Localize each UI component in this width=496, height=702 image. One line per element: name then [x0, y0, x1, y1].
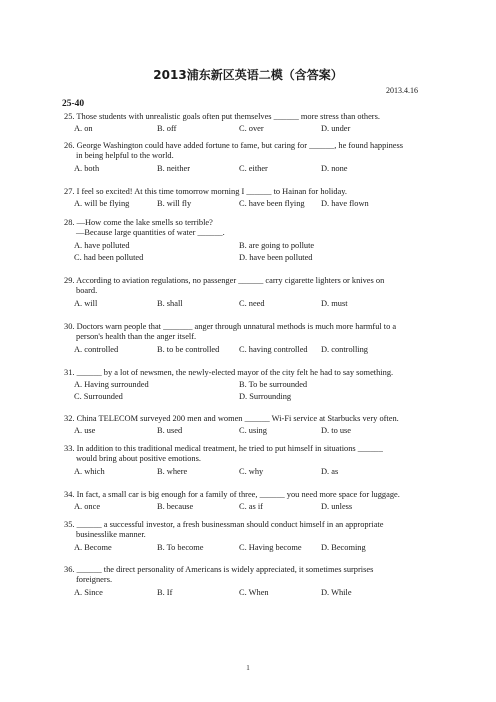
- question-stem: 32. China TELECOM surveyed 200 men and women ______ Wi-Fi service at Starbucks very often.: [64, 414, 399, 423]
- option-b: B. are going to pollute: [239, 240, 315, 250]
- option-d: D. none: [321, 163, 348, 173]
- option-b: B. If: [157, 587, 173, 597]
- question-stem: 29. According to aviation regulations, no passenger ______ carry cigarette lighters or knives on: [64, 276, 385, 285]
- option-c: C. as if: [239, 502, 263, 512]
- option-c: C. using: [239, 426, 267, 436]
- option-d: D. have flown: [321, 199, 369, 209]
- question-25: [64, 112, 424, 135]
- question-stem-continued: —Because large quantities of water ______.: [76, 228, 225, 238]
- question-34: [64, 490, 424, 513]
- option-a: A. controlled: [74, 344, 119, 354]
- option-c: C. have been flying: [239, 199, 305, 209]
- option-b: B. because: [157, 502, 194, 512]
- option-a: A. will: [74, 298, 98, 308]
- option-c: C. over: [239, 124, 264, 134]
- question-stem: 27. I feel so excited! At this time tomorrow morning I ______ to Hainan for holiday.: [64, 187, 347, 196]
- question-stem: 28. —How come the lake smells so terrible?: [64, 218, 213, 227]
- question-stem-continued: businesslike manner.: [76, 530, 146, 540]
- option-d: D. as: [321, 466, 339, 476]
- question-stem-continued: board.: [76, 286, 98, 296]
- option-d: D. Surrounding: [239, 392, 292, 402]
- question-stem: 31. ______ by a lot of newsmen, the newly-elected mayor of the city felt he had to say something.: [64, 368, 394, 377]
- option-b: B. to be controlled: [157, 344, 220, 354]
- option-b: B. off: [157, 124, 177, 134]
- option-b: B. To become: [157, 542, 204, 552]
- question-stem-continued: person's health than the anger itself.: [76, 332, 197, 342]
- question-30: [64, 322, 424, 356]
- option-c: C. When: [239, 587, 269, 597]
- question-stem-continued: would bring about positive emotions.: [76, 454, 201, 464]
- option-d: D. unless: [321, 502, 353, 512]
- option-d: D. While: [321, 587, 352, 597]
- option-c: C. had been polluted: [74, 252, 144, 262]
- question-range: 25-40: [62, 99, 85, 109]
- exam-date: 2013.4.16: [386, 86, 418, 95]
- question-32: [64, 414, 424, 437]
- question-stem: 36. ______ the direct personality of Americans is widely appreciated, it sometimes surprises: [64, 565, 374, 574]
- question-stem: 35. ______ a successful investor, a fresh businessman should conduct himself in an appropriate: [64, 520, 384, 529]
- option-d: D. must: [321, 298, 348, 308]
- option-b: B. used: [157, 426, 183, 436]
- option-b: B. To be surrounded: [239, 380, 308, 390]
- option-a: A. Become: [74, 542, 112, 552]
- question-stem-continued: in being helpful to the world.: [76, 151, 174, 161]
- question-stem: 26. George Washington could have added fortune to fame, but caring for ______, he found happiness: [64, 141, 404, 150]
- question-26: [64, 141, 424, 175]
- option-a: A. have polluted: [74, 240, 130, 250]
- option-d: D. to use: [321, 426, 352, 436]
- question-27: [64, 187, 424, 210]
- option-c: C. having controlled: [239, 344, 308, 354]
- option-a: A. Having surrounded: [74, 380, 149, 390]
- question-33: [64, 444, 424, 478]
- option-b: B. will fly: [157, 199, 192, 209]
- option-c: C. need: [239, 298, 265, 308]
- page-number: 1: [246, 664, 250, 672]
- option-c: C. Having become: [239, 542, 302, 552]
- page-title: 2013浦东新区英语二模（含答案）: [153, 68, 343, 82]
- question-stem: 34. In fact, a small car is big enough for a family of three, ______ you need more space for luggage.: [64, 490, 400, 499]
- option-a: A. Since: [74, 587, 103, 597]
- question-28: [64, 218, 424, 264]
- option-a: A. on: [74, 124, 93, 134]
- option-b: B. where: [157, 466, 188, 476]
- option-a: A. will be flying: [74, 199, 130, 209]
- option-d: D. under: [321, 124, 351, 134]
- option-a: A. use: [74, 426, 96, 436]
- option-a: A. both: [74, 163, 100, 173]
- question-stem: 25. Those students with unrealistic goals often put themselves ______ more stress than others.: [64, 112, 380, 121]
- option-a: A. which: [74, 466, 105, 476]
- question-29: [64, 276, 424, 310]
- option-b: B. shall: [157, 298, 183, 308]
- option-d: D. Becoming: [321, 542, 366, 552]
- question-36: [64, 565, 424, 599]
- option-a: A. once: [74, 502, 101, 512]
- option-b: B. neither: [157, 163, 191, 173]
- question-31: [64, 368, 424, 403]
- option-d: D. have been polluted: [239, 252, 313, 262]
- question-stem: 30. Doctors warn people that _______ anger through unnatural methods is much more harmful to a: [64, 322, 397, 331]
- question-stem-continued: foreigners.: [76, 575, 113, 585]
- option-c: C. Surrounded: [74, 392, 123, 402]
- option-c: C. why: [239, 466, 264, 476]
- option-c: C. either: [239, 163, 268, 173]
- option-d: D. controlling: [321, 344, 368, 354]
- question-stem: 33. In addition to this traditional medical treatment, he tried to put himself in situations ______: [64, 444, 383, 453]
- question-35: [64, 520, 424, 554]
